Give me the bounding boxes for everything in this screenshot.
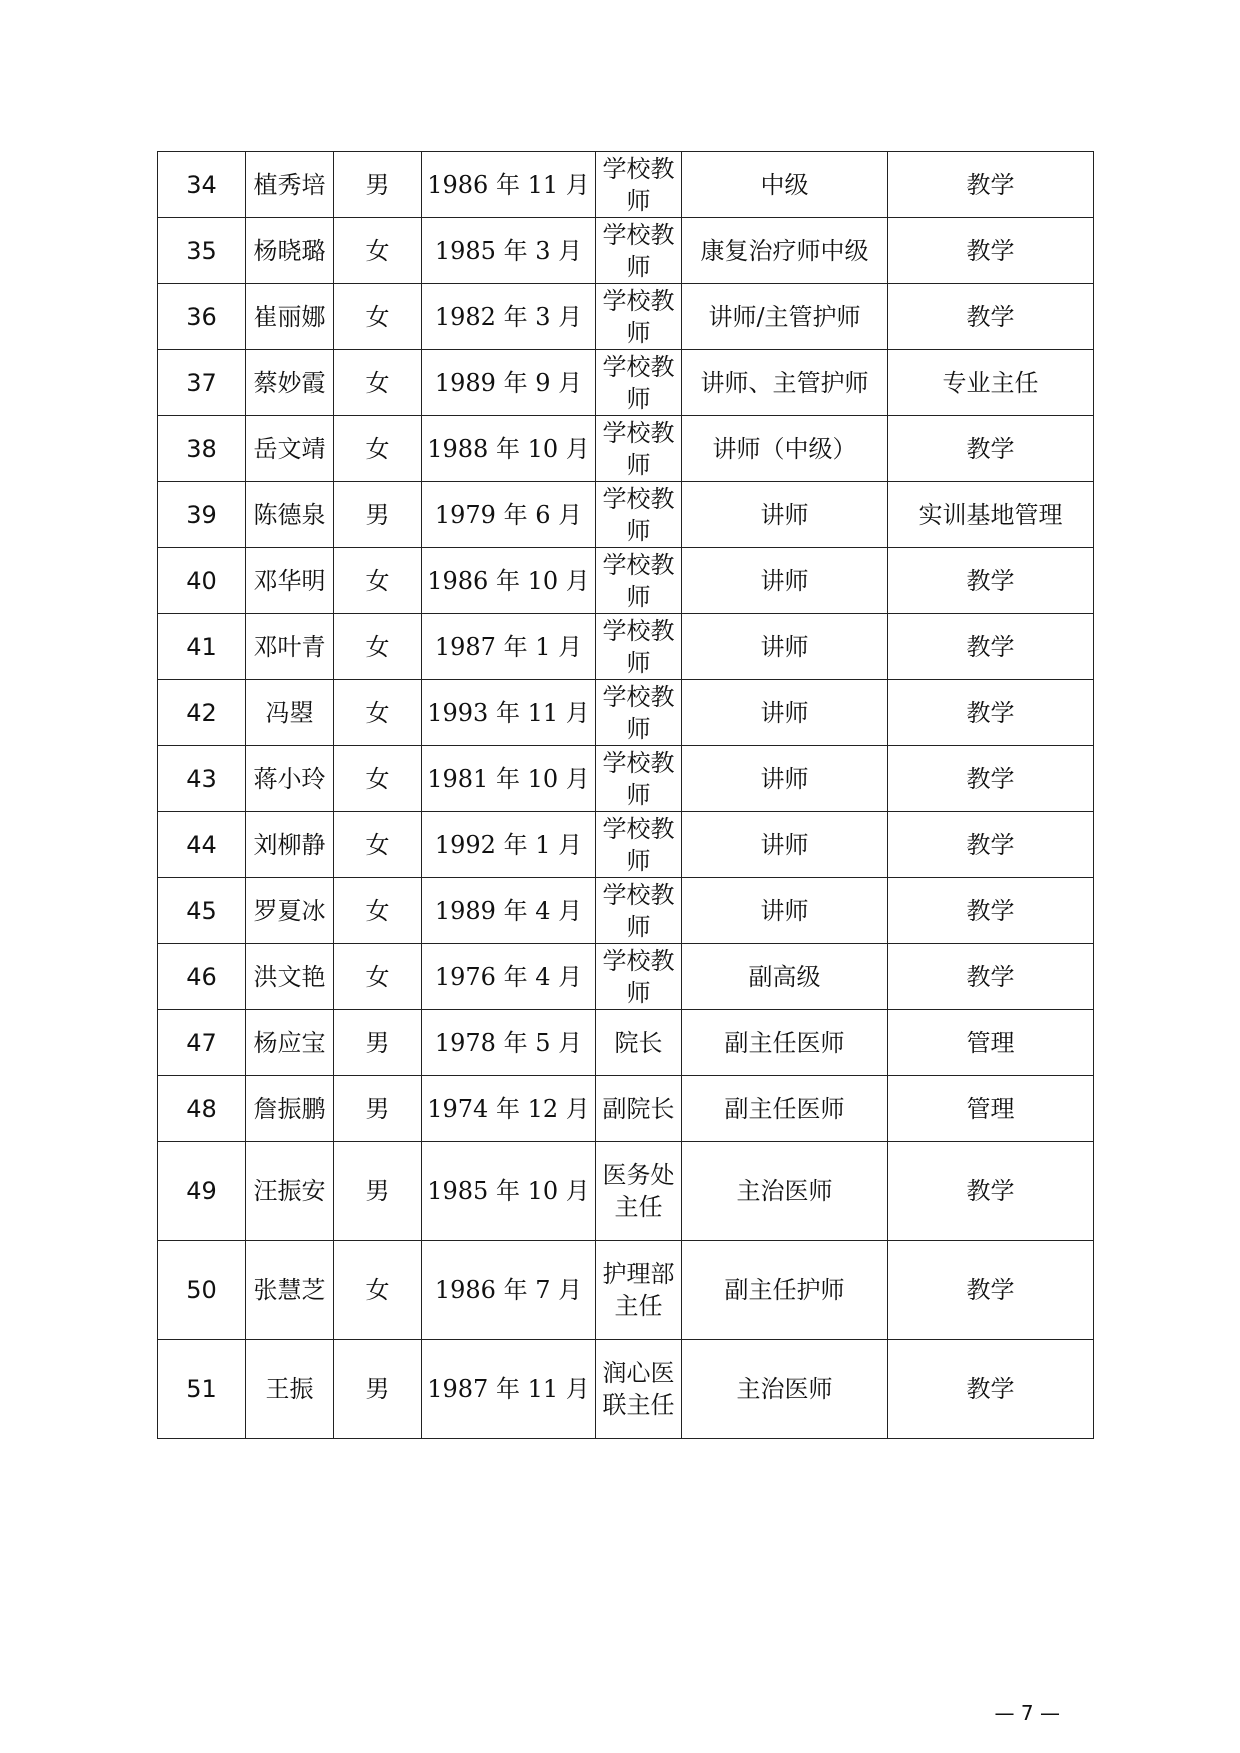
birth-date: 1987 年 11 月 bbox=[422, 1340, 596, 1439]
staff-post: 学校教师 bbox=[596, 350, 682, 416]
staff-name: 岳文靖 bbox=[246, 416, 334, 482]
professional-title: 讲师 bbox=[682, 614, 888, 680]
staff-name: 王振 bbox=[246, 1340, 334, 1439]
staff-post: 学校教师 bbox=[596, 812, 682, 878]
professional-title: 讲师 bbox=[682, 482, 888, 548]
birth-date: 1989 年 9 月 bbox=[422, 350, 596, 416]
staff-gender: 男 bbox=[334, 1142, 422, 1241]
birth-date: 1985 年 10 月 bbox=[422, 1142, 596, 1241]
professional-title: 副主任医师 bbox=[682, 1010, 888, 1076]
staff-post: 学校教师 bbox=[596, 416, 682, 482]
staff-gender: 女 bbox=[334, 416, 422, 482]
staff-name: 洪文艳 bbox=[246, 944, 334, 1010]
birth-date: 1988 年 10 月 bbox=[422, 416, 596, 482]
staff-post: 学校教师 bbox=[596, 680, 682, 746]
professional-title: 讲师 bbox=[682, 878, 888, 944]
staff-role: 教学 bbox=[888, 614, 1094, 680]
staff-gender: 女 bbox=[334, 812, 422, 878]
row-number: 48 bbox=[158, 1076, 246, 1142]
table-row bbox=[158, 1340, 1094, 1439]
staff-role: 教学 bbox=[888, 680, 1094, 746]
row-number: 46 bbox=[158, 944, 246, 1010]
staff-role: 教学 bbox=[888, 548, 1094, 614]
table-row bbox=[158, 812, 1094, 878]
birth-date: 1982 年 3 月 bbox=[422, 284, 596, 350]
staff-name: 植秀培 bbox=[246, 152, 334, 218]
professional-title: 讲师 bbox=[682, 812, 888, 878]
staff-name: 邓叶青 bbox=[246, 614, 334, 680]
staff-name: 杨应宝 bbox=[246, 1010, 334, 1076]
birth-date: 1976 年 4 月 bbox=[422, 944, 596, 1010]
table-row bbox=[158, 1241, 1094, 1340]
birth-date: 1985 年 3 月 bbox=[422, 218, 596, 284]
row-number: 41 bbox=[158, 614, 246, 680]
staff-gender: 男 bbox=[334, 1010, 422, 1076]
staff-gender: 女 bbox=[334, 1241, 422, 1340]
staff-gender: 男 bbox=[334, 482, 422, 548]
staff-role: 教学 bbox=[888, 218, 1094, 284]
staff-post: 润心医联主任 bbox=[596, 1340, 682, 1439]
staff-role: 实训基地管理 bbox=[888, 482, 1094, 548]
table-row bbox=[158, 614, 1094, 680]
staff-post: 副院长 bbox=[596, 1076, 682, 1142]
staff-role: 教学 bbox=[888, 284, 1094, 350]
staff-role: 教学 bbox=[888, 416, 1094, 482]
staff-post: 院长 bbox=[596, 1010, 682, 1076]
table-row bbox=[158, 1010, 1094, 1076]
staff-name: 张慧芝 bbox=[246, 1241, 334, 1340]
staff-gender: 女 bbox=[334, 284, 422, 350]
professional-title: 讲师（中级） bbox=[682, 416, 888, 482]
staff-post: 学校教师 bbox=[596, 482, 682, 548]
staff-post: 学校教师 bbox=[596, 218, 682, 284]
staff-gender: 女 bbox=[334, 878, 422, 944]
staff-role: 教学 bbox=[888, 878, 1094, 944]
professional-title: 副主任护师 bbox=[682, 1241, 888, 1340]
row-number: 51 bbox=[158, 1340, 246, 1439]
table-row bbox=[158, 284, 1094, 350]
professional-title: 讲师 bbox=[682, 746, 888, 812]
birth-date: 1986 年 11 月 bbox=[422, 152, 596, 218]
staff-name: 罗夏冰 bbox=[246, 878, 334, 944]
birth-date: 1987 年 1 月 bbox=[422, 614, 596, 680]
row-number: 36 bbox=[158, 284, 246, 350]
staff-role: 管理 bbox=[888, 1076, 1094, 1142]
staff-name: 汪振安 bbox=[246, 1142, 334, 1241]
row-number: 45 bbox=[158, 878, 246, 944]
staff-name: 崔丽娜 bbox=[246, 284, 334, 350]
birth-date: 1992 年 1 月 bbox=[422, 812, 596, 878]
birth-date: 1993 年 11 月 bbox=[422, 680, 596, 746]
table-row bbox=[158, 218, 1094, 284]
staff-post: 学校教师 bbox=[596, 152, 682, 218]
row-number: 50 bbox=[158, 1241, 246, 1340]
professional-title: 讲师 bbox=[682, 680, 888, 746]
staff-post: 学校教师 bbox=[596, 614, 682, 680]
staff-name: 邓华明 bbox=[246, 548, 334, 614]
birth-date: 1979 年 6 月 bbox=[422, 482, 596, 548]
staff-role: 教学 bbox=[888, 812, 1094, 878]
table-row bbox=[158, 1142, 1094, 1241]
row-number: 49 bbox=[158, 1142, 246, 1241]
table-row bbox=[158, 548, 1094, 614]
table-row bbox=[158, 482, 1094, 548]
page-number: — 7 — bbox=[994, 1701, 1060, 1725]
staff-role: 教学 bbox=[888, 746, 1094, 812]
staff-post: 学校教师 bbox=[596, 548, 682, 614]
table-row bbox=[158, 878, 1094, 944]
row-number: 40 bbox=[158, 548, 246, 614]
table-row bbox=[158, 944, 1094, 1010]
staff-post: 学校教师 bbox=[596, 284, 682, 350]
staff-post: 护理部主任 bbox=[596, 1241, 682, 1340]
birth-date: 1981 年 10 月 bbox=[422, 746, 596, 812]
table-row bbox=[158, 416, 1094, 482]
row-number: 35 bbox=[158, 218, 246, 284]
staff-gender: 女 bbox=[334, 218, 422, 284]
birth-date: 1974 年 12 月 bbox=[422, 1076, 596, 1142]
staff-gender: 男 bbox=[334, 1076, 422, 1142]
staff-gender: 女 bbox=[334, 680, 422, 746]
table-row bbox=[158, 152, 1094, 218]
professional-title: 主治医师 bbox=[682, 1340, 888, 1439]
staff-role: 教学 bbox=[888, 1142, 1094, 1241]
professional-title: 中级 bbox=[682, 152, 888, 218]
staff-name: 杨晓璐 bbox=[246, 218, 334, 284]
row-number: 42 bbox=[158, 680, 246, 746]
staff-role: 教学 bbox=[888, 1241, 1094, 1340]
row-number: 47 bbox=[158, 1010, 246, 1076]
birth-date: 1986 年 7 月 bbox=[422, 1241, 596, 1340]
row-number: 34 bbox=[158, 152, 246, 218]
staff-post: 学校教师 bbox=[596, 878, 682, 944]
staff-post: 学校教师 bbox=[596, 746, 682, 812]
staff-post: 学校教师 bbox=[596, 944, 682, 1010]
staff-table bbox=[157, 151, 1094, 1439]
staff-gender: 男 bbox=[334, 1340, 422, 1439]
table-row bbox=[158, 350, 1094, 416]
staff-gender: 女 bbox=[334, 746, 422, 812]
row-number: 37 bbox=[158, 350, 246, 416]
staff-post: 医务处主任 bbox=[596, 1142, 682, 1241]
row-number: 44 bbox=[158, 812, 246, 878]
staff-role: 教学 bbox=[888, 152, 1094, 218]
professional-title: 讲师/主管护师 bbox=[682, 284, 888, 350]
professional-title: 副主任医师 bbox=[682, 1076, 888, 1142]
birth-date: 1978 年 5 月 bbox=[422, 1010, 596, 1076]
row-number: 43 bbox=[158, 746, 246, 812]
staff-name: 詹振鹏 bbox=[246, 1076, 334, 1142]
staff-name: 刘柳静 bbox=[246, 812, 334, 878]
staff-gender: 男 bbox=[334, 152, 422, 218]
row-number: 39 bbox=[158, 482, 246, 548]
staff-gender: 女 bbox=[334, 614, 422, 680]
professional-title: 主治医师 bbox=[682, 1142, 888, 1241]
table-row bbox=[158, 680, 1094, 746]
staff-name: 蔡妙霞 bbox=[246, 350, 334, 416]
staff-name: 陈德泉 bbox=[246, 482, 334, 548]
staff-role: 专业主任 bbox=[888, 350, 1094, 416]
staff-name: 冯曌 bbox=[246, 680, 334, 746]
birth-date: 1986 年 10 月 bbox=[422, 548, 596, 614]
staff-table-body bbox=[158, 152, 1094, 1439]
professional-title: 讲师 bbox=[682, 548, 888, 614]
staff-gender: 女 bbox=[334, 548, 422, 614]
staff-gender: 女 bbox=[334, 350, 422, 416]
row-number: 38 bbox=[158, 416, 246, 482]
professional-title: 康复治疗师中级 bbox=[682, 218, 888, 284]
staff-gender: 女 bbox=[334, 944, 422, 1010]
staff-name: 蒋小玲 bbox=[246, 746, 334, 812]
staff-role: 教学 bbox=[888, 944, 1094, 1010]
table-row bbox=[158, 746, 1094, 812]
table-row bbox=[158, 1076, 1094, 1142]
staff-role: 教学 bbox=[888, 1340, 1094, 1439]
professional-title: 讲师、主管护师 bbox=[682, 350, 888, 416]
staff-role: 管理 bbox=[888, 1010, 1094, 1076]
birth-date: 1989 年 4 月 bbox=[422, 878, 596, 944]
professional-title: 副高级 bbox=[682, 944, 888, 1010]
